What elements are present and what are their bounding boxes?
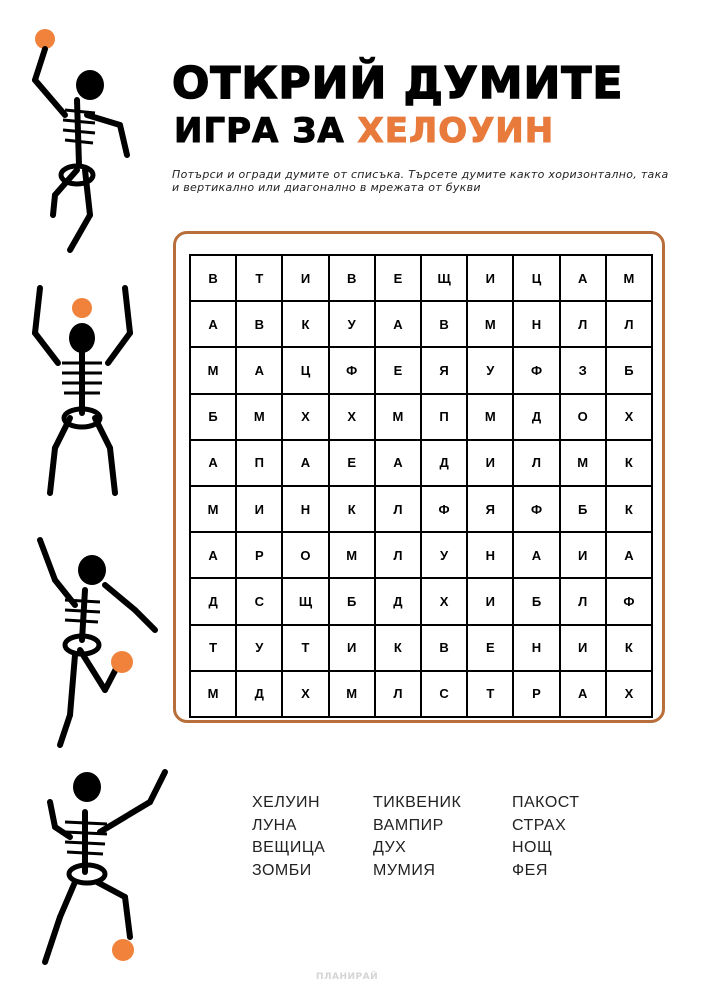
word-item: ФЕЯ: [512, 861, 548, 879]
grid-cell[interactable]: З: [560, 347, 606, 393]
skeleton-icon: [30, 278, 140, 513]
grid-cell[interactable]: А: [375, 301, 421, 347]
grid-cell[interactable]: Б: [329, 578, 375, 624]
grid-cell[interactable]: Ф: [421, 486, 467, 532]
grid-cell[interactable]: М: [467, 394, 513, 440]
grid-cell[interactable]: М: [236, 394, 282, 440]
word-list-column-2: [373, 792, 461, 882]
grid-cell[interactable]: Т: [236, 255, 282, 301]
word-item: МУМИЯ: [373, 861, 436, 879]
word-item: ВЕЩИЦА: [252, 839, 326, 856]
grid-cell[interactable]: Н: [513, 625, 559, 671]
grid-cell[interactable]: Ф: [513, 486, 559, 532]
grid-cell[interactable]: У: [329, 301, 375, 347]
grid-cell[interactable]: А: [375, 440, 421, 486]
grid-cell[interactable]: У: [467, 347, 513, 393]
grid-cell[interactable]: Л: [513, 440, 559, 486]
grid-cell[interactable]: А: [606, 532, 652, 578]
grid-cell[interactable]: А: [282, 440, 328, 486]
grid-cell[interactable]: Д: [375, 578, 421, 624]
pumpkin-icon: [112, 939, 134, 961]
grid-cell[interactable]: Н: [282, 486, 328, 532]
grid-cell[interactable]: В: [421, 301, 467, 347]
word-item: ТИКВЕНИК: [373, 794, 462, 811]
grid-cell[interactable]: П: [236, 440, 282, 486]
word-item: ВАМПИР: [373, 816, 444, 834]
grid-cell[interactable]: М: [329, 671, 375, 717]
grid-cell[interactable]: Л: [560, 578, 606, 624]
skeleton-icon: [35, 762, 175, 977]
grid-cell[interactable]: И: [560, 532, 606, 578]
grid-cell[interactable]: А: [560, 671, 606, 717]
skeleton-icon: [15, 25, 145, 265]
grid-cell[interactable]: К: [329, 486, 375, 532]
grid-cell[interactable]: К: [606, 625, 652, 671]
grid-cell[interactable]: Ф: [606, 578, 652, 624]
grid-cell[interactable]: М: [375, 394, 421, 440]
grid-cell[interactable]: Щ: [421, 255, 467, 301]
word-item: ДУХ: [373, 839, 407, 856]
grid-cell[interactable]: Щ: [282, 578, 328, 624]
grid-cell[interactable]: М: [606, 255, 652, 301]
grid-cell[interactable]: Т: [190, 625, 236, 671]
instructions-text: Потърси и огради думите от списъка. Търсете думите както хоризонтално, така и вертикално или диагонално в мрежата от букви: [172, 168, 669, 194]
subtitle-prefix: ИГРА ЗА: [174, 111, 345, 151]
grid-cell[interactable]: И: [236, 486, 282, 532]
grid-cell[interactable]: Х: [282, 394, 328, 440]
grid-cell[interactable]: М: [190, 347, 236, 393]
grid-cell[interactable]: Е: [375, 347, 421, 393]
grid-cell[interactable]: М: [190, 671, 236, 717]
grid-cell[interactable]: И: [467, 578, 513, 624]
subtitle-accent: ХЕЛОУИН: [357, 111, 555, 151]
grid-cell[interactable]: Х: [606, 394, 652, 440]
grid-cell[interactable]: Д: [421, 440, 467, 486]
grid-cell[interactable]: А: [560, 255, 606, 301]
word-item: ПАКОСТ: [512, 794, 580, 811]
grid-cell[interactable]: Н: [467, 532, 513, 578]
word-item: ЛУНА: [252, 816, 297, 834]
grid-cell[interactable]: А: [190, 532, 236, 578]
grid-cell[interactable]: Ф: [329, 347, 375, 393]
grid-cell[interactable]: Ф: [513, 347, 559, 393]
word-item: СТРАХ: [512, 816, 567, 834]
grid-cell[interactable]: А: [513, 532, 559, 578]
grid-cell[interactable]: Ц: [513, 255, 559, 301]
grid-cell[interactable]: Д: [190, 578, 236, 624]
grid-cell[interactable]: Х: [421, 578, 467, 624]
grid-cell[interactable]: Е: [329, 440, 375, 486]
page-subtitle: [174, 111, 555, 151]
grid-cell[interactable]: В: [329, 255, 375, 301]
grid-cell[interactable]: М: [329, 532, 375, 578]
grid-cell[interactable]: У: [236, 625, 282, 671]
grid-cell[interactable]: Л: [375, 671, 421, 717]
grid-cell[interactable]: Е: [375, 255, 421, 301]
grid-cell[interactable]: Л: [560, 301, 606, 347]
grid-cell[interactable]: И: [329, 625, 375, 671]
grid-cell[interactable]: Т: [282, 625, 328, 671]
pumpkin-icon: [72, 298, 92, 318]
grid-cell[interactable]: К: [606, 486, 652, 532]
grid-cell[interactable]: В: [236, 301, 282, 347]
grid-cell[interactable]: Л: [375, 532, 421, 578]
grid-cell[interactable]: М: [560, 440, 606, 486]
word-item: ХЕЛУИН: [252, 794, 321, 811]
grid-cell[interactable]: С: [421, 671, 467, 717]
grid-cell[interactable]: И: [467, 440, 513, 486]
grid-cell[interactable]: И: [282, 255, 328, 301]
grid-cell[interactable]: К: [375, 625, 421, 671]
page-title: ОТКРИЙ ДУМИТЕ: [172, 58, 624, 109]
grid-cell[interactable]: Н: [513, 301, 559, 347]
word-list-column-1: [252, 792, 325, 882]
grid-cell[interactable]: Я: [467, 486, 513, 532]
grid-cell[interactable]: Е: [467, 625, 513, 671]
grid-cell[interactable]: Д: [513, 394, 559, 440]
grid-cell[interactable]: О: [560, 394, 606, 440]
grid-cell[interactable]: К: [282, 301, 328, 347]
grid-cell[interactable]: А: [190, 301, 236, 347]
grid-cell[interactable]: В: [190, 255, 236, 301]
grid-cell[interactable]: Ц: [282, 347, 328, 393]
grid-cell[interactable]: Я: [421, 347, 467, 393]
word-item: НОЩ: [512, 839, 553, 856]
grid-cell[interactable]: А: [236, 347, 282, 393]
word-item: ЗОМБИ: [252, 861, 312, 879]
grid-cell[interactable]: Т: [467, 671, 513, 717]
grid-cell[interactable]: В: [421, 625, 467, 671]
grid-cell[interactable]: Х: [329, 394, 375, 440]
grid-cell[interactable]: И: [467, 255, 513, 301]
skeleton-icon: [30, 530, 165, 760]
grid-cell[interactable]: Б: [513, 578, 559, 624]
grid-cell[interactable]: П: [421, 394, 467, 440]
grid-cell[interactable]: М: [467, 301, 513, 347]
grid-cell[interactable]: К: [606, 440, 652, 486]
grid-cell[interactable]: Р: [513, 671, 559, 717]
grid-cell[interactable]: Л: [375, 486, 421, 532]
grid-cell[interactable]: Х: [282, 671, 328, 717]
footer-logo: ПЛАНИРАЙ: [316, 972, 379, 982]
word-search-grid: [189, 254, 653, 718]
grid-cell[interactable]: Б: [190, 394, 236, 440]
grid-cell[interactable]: Х: [606, 671, 652, 717]
grid-cell[interactable]: Л: [606, 301, 652, 347]
grid-cell[interactable]: Д: [236, 671, 282, 717]
grid-cell[interactable]: С: [236, 578, 282, 624]
grid-cell[interactable]: А: [190, 440, 236, 486]
grid-cell[interactable]: У: [421, 532, 467, 578]
grid-cell[interactable]: Б: [560, 486, 606, 532]
word-list-column-3: [512, 792, 580, 882]
grid-cell[interactable]: О: [282, 532, 328, 578]
grid-cell[interactable]: И: [560, 625, 606, 671]
grid-cell[interactable]: Б: [606, 347, 652, 393]
pumpkin-icon: [111, 651, 133, 673]
grid-cell[interactable]: Р: [236, 532, 282, 578]
grid-cell[interactable]: М: [190, 486, 236, 532]
